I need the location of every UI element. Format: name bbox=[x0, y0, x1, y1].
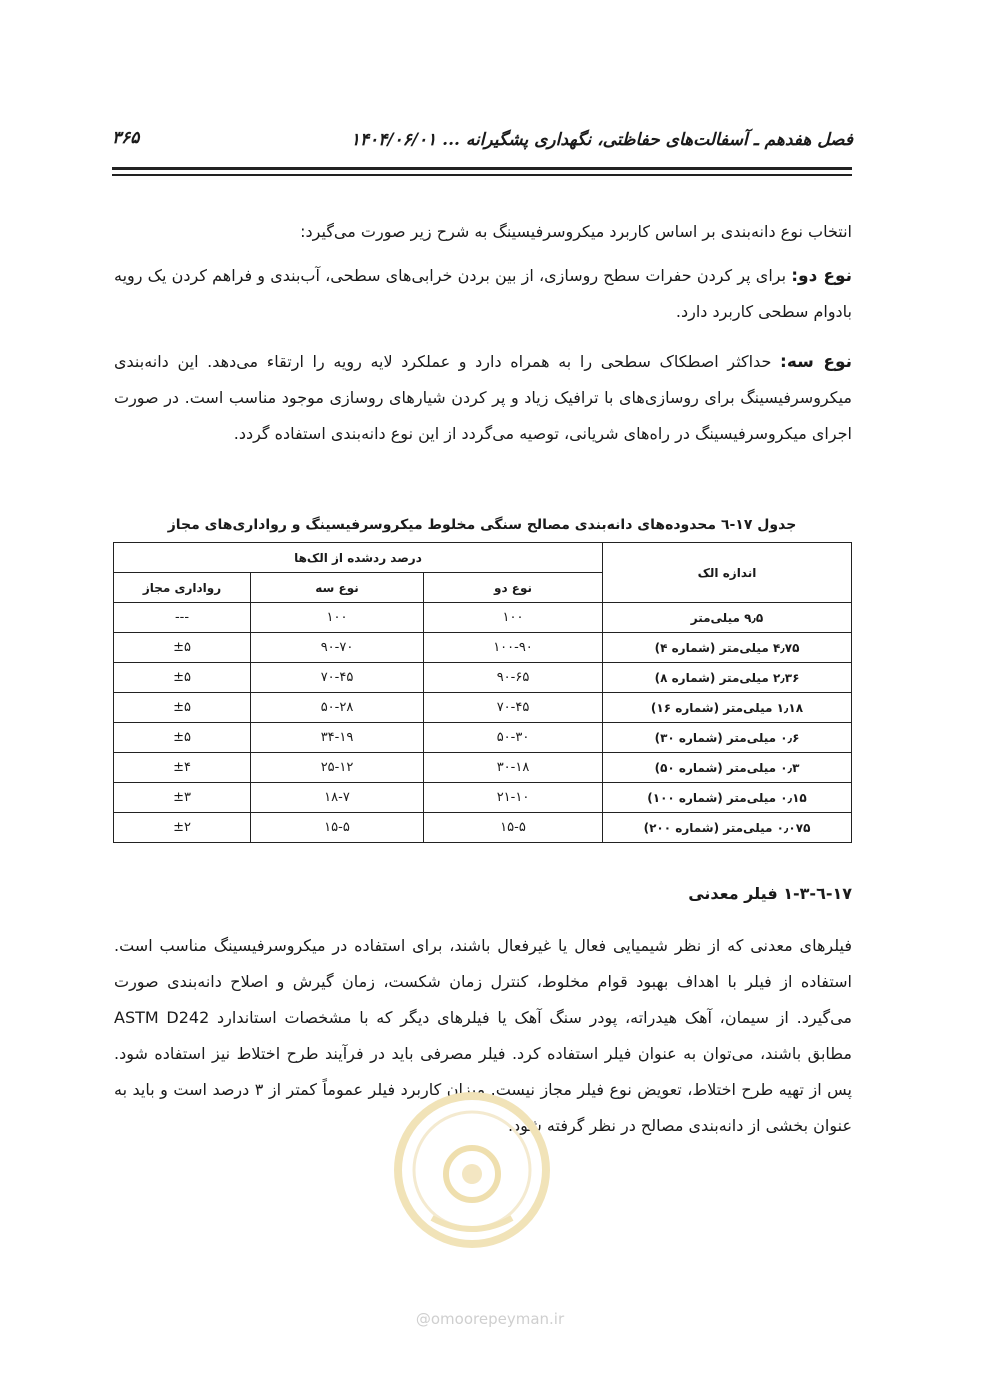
cell-type-three: ۱۸-۷ bbox=[251, 783, 424, 813]
table-row bbox=[114, 753, 852, 783]
cell-tolerance: ±۵ bbox=[114, 723, 251, 753]
cell-type-three: ۷۰-۴۵ bbox=[251, 663, 424, 693]
type-two-paragraph bbox=[114, 258, 852, 330]
gradation-table bbox=[113, 542, 852, 843]
header-percent-passing: درصد ردشده از الک‌ها bbox=[114, 543, 603, 573]
running-header-title: فصل هفدهم ـ آسفالت‌های حفاظتی، نگهداری پشگیرانه ... ۱۴۰۴/۰۶/۰۱ bbox=[350, 130, 853, 150]
cell-sieve: ۰٫۰۷۵ میلی‌متر (شماره ۲۰۰) bbox=[603, 813, 852, 843]
type-two-label: نوع دو: bbox=[791, 266, 852, 286]
cell-type-three: ۹۰-۷۰ bbox=[251, 633, 424, 663]
type-three-paragraph bbox=[114, 344, 852, 452]
cell-type-two: ۹۰-۶۵ bbox=[424, 663, 603, 693]
cell-type-three: ۱۵-۵ bbox=[251, 813, 424, 843]
cell-sieve: ۹٫۵ میلی‌متر bbox=[603, 603, 852, 633]
cell-sieve: ۲٫۳۶ میلی‌متر (شماره ۸) bbox=[603, 663, 852, 693]
cell-sieve: ۰٫۳ میلی‌متر (شماره ۵۰) bbox=[603, 753, 852, 783]
cell-tolerance: --- bbox=[114, 603, 251, 633]
header-type-three: نوع سه bbox=[251, 573, 424, 603]
cell-tolerance: ±۲ bbox=[114, 813, 251, 843]
header-type-two: نوع دو bbox=[424, 573, 603, 603]
section-heading: ۱۷-٦-۱-۳ فیلر معدنی bbox=[688, 884, 852, 903]
cell-type-three: ۵۰-۲۸ bbox=[251, 693, 424, 723]
type-two-text: برای پر کردن حفرات سطح روسازی، از بین بردن خرابی‌های سطحی، آب‌بندی و فراهم کردن یک رویه بادوام سطحی کاربرد دارد. bbox=[114, 266, 852, 321]
cell-sieve: ۰٫۱۵ میلی‌متر (شماره ۱۰۰) bbox=[603, 783, 852, 813]
type-three-label: نوع سه: bbox=[780, 352, 853, 372]
cell-type-three: ۳۴-۱۹ bbox=[251, 723, 424, 753]
cell-type-two: ۱۰۰ bbox=[424, 603, 603, 633]
table-header-row bbox=[114, 543, 852, 573]
table-row bbox=[114, 603, 852, 633]
cell-type-two: ۲۱-۱۰ bbox=[424, 783, 603, 813]
site-watermark: @omoorepeyman.ir bbox=[415, 1310, 565, 1328]
page-number: ۳۶۵ bbox=[112, 128, 140, 148]
mineral-filler-paragraph: فیلرهای معدنی که از نظر شیمیایی فعال یا غیرفعال باشند، برای استفاده در میکروسرفیسینگ مناسب است. استفاده از فیلر با اهداف بهبود قوام مخلوط، کنترل زمان شکست، زمان گیرش و اصلاح دانه‌بندی صورت می‌گیرد. از سیمان، آهک هیدراته، پودر سنگ آهک یا فیلرهای دیگر که با مشخصات استاندارد ASTM D242 مطابق باشند، می‌توان به عنوان فیلر استفاده کرد. فیلر مصرفی باید در فرآیند طرح اختلاط نیز استفاده شود. پس از تهیه طرح اختلاط، تعویض نوع فیلر مجاز نیست. میزان کاربرد فیلر عموماً کمتر از ۳ درصد است و باید به عنوان بخشی از دانه‌بندی مصالح در نظر گرفته شود. bbox=[114, 936, 853, 1135]
cell-type-two: ۱۵-۵ bbox=[424, 813, 603, 843]
cell-tolerance: ±۴ bbox=[114, 753, 251, 783]
cell-type-three: ۲۵-۱۲ bbox=[251, 753, 424, 783]
cell-sieve: ۴٫۷۵ میلی‌متر (شماره ۴) bbox=[603, 633, 852, 663]
table-caption: جدول ۱۷-٦ محدوده‌های دانه‌بندی مصالح سنگی مخلوط میکروسرفیسینگ و رواداری‌های مجاز bbox=[167, 517, 797, 533]
table-row bbox=[114, 663, 852, 693]
table-row bbox=[114, 723, 852, 753]
cell-tolerance: ±۵ bbox=[114, 663, 251, 693]
cell-tolerance: ±۵ bbox=[114, 633, 251, 663]
cell-sieve: ۱٫۱۸ میلی‌متر (شماره ۱۶) bbox=[603, 693, 852, 723]
table-row bbox=[114, 783, 852, 813]
publisher-seal-watermark bbox=[392, 1090, 552, 1250]
cell-type-two: ۱۰۰-۹۰ bbox=[424, 633, 603, 663]
cell-sieve: ۰٫۶ میلی‌متر (شماره ۳۰) bbox=[603, 723, 852, 753]
cell-tolerance: ±۳ bbox=[114, 783, 251, 813]
intro-paragraph: انتخاب نوع دانه‌بندی بر اساس کاربرد میکروسرفیسینگ به شرح زیر صورت می‌گیرد: bbox=[300, 222, 852, 241]
cell-type-two: ۷۰-۴۵ bbox=[424, 693, 603, 723]
cell-type-two: ۵۰-۳۰ bbox=[424, 723, 603, 753]
header-tolerance: رواداری مجاز bbox=[114, 573, 251, 603]
header-sieve-size: اندازه الک bbox=[603, 543, 852, 603]
type-three-text: حداکثر اصطکاک سطحی را به همراه دارد و عملکرد لایه رویه را ارتقاء می‌دهد. این دانه‌بندی میکروسرفیسینگ برای روسازی‌های با ترافیک زیاد و پر کردن شیارهای روسازی موجود مناسب است. در صورت اجرای میکروسرفیسینگ در راه‌های شریانی، توصیه می‌گردد از این نوع دانه‌بندی استفاده گردد. bbox=[114, 352, 852, 443]
header-rule-thick bbox=[112, 167, 852, 170]
table-row bbox=[114, 633, 852, 663]
cell-type-three: ۱۰۰ bbox=[251, 603, 424, 633]
table-row bbox=[114, 693, 852, 723]
table-row bbox=[114, 813, 852, 843]
cell-tolerance: ±۵ bbox=[114, 693, 251, 723]
header-rule-thin bbox=[112, 174, 852, 176]
cell-type-two: ۳۰-۱۸ bbox=[424, 753, 603, 783]
